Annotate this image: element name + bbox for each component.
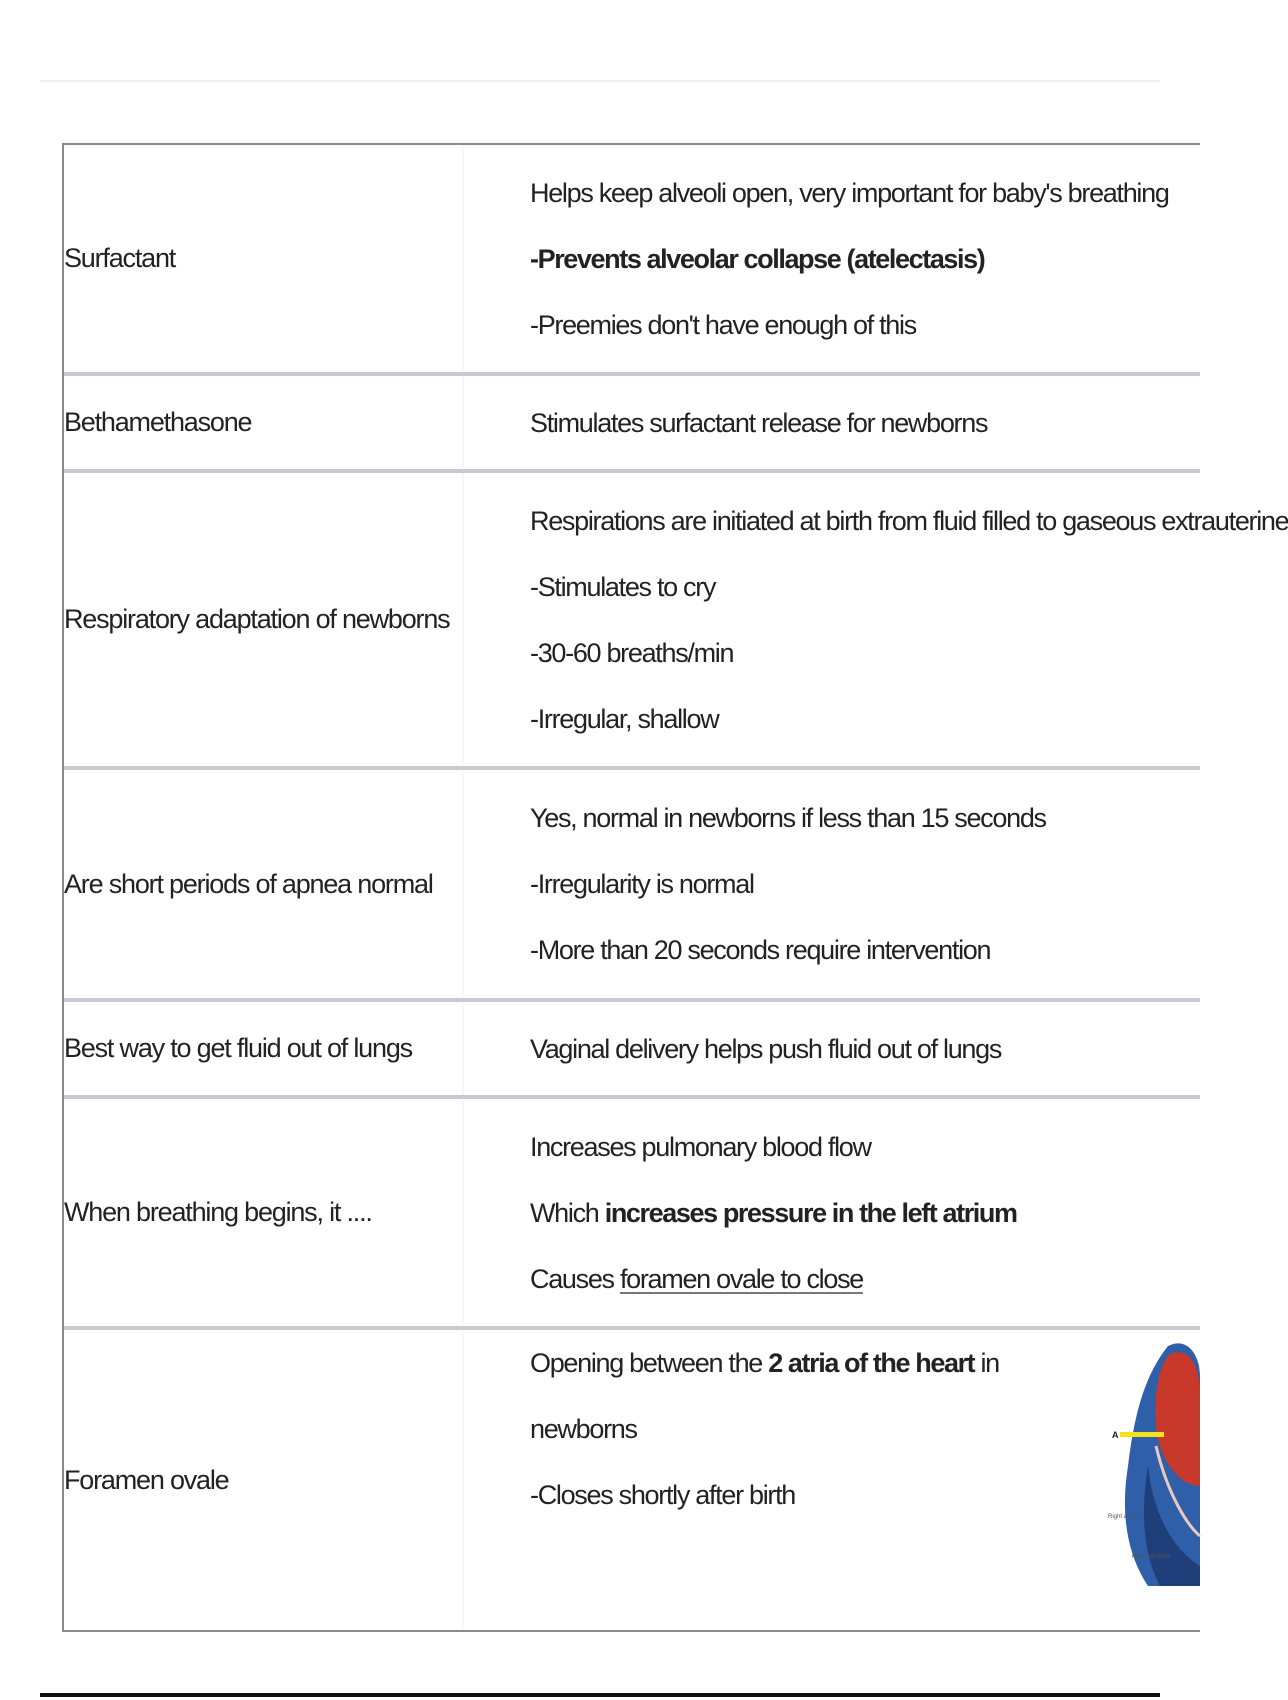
definition-text: Respirations are initiated at birth from fluid filled to gaseous extrauterine <box>530 505 1288 536</box>
definition-text: Yes, normal in newborns if less than 15 seconds <box>530 803 1046 833</box>
definition-text: -Irregular, shallow <box>530 703 719 734</box>
definition-line <box>530 1330 1200 1396</box>
definition-text-bold: increases pressure in the left atrium <box>604 1197 1017 1228</box>
study-table <box>62 143 1288 1632</box>
term-cell: Bethamethasone <box>64 376 464 469</box>
term-cell: Surfactant <box>64 145 464 372</box>
definition-line <box>530 554 1288 620</box>
definition-line <box>530 620 1288 686</box>
definition-line <box>530 917 1200 983</box>
definition-text: -Irregularity is normal <box>530 869 754 899</box>
definition-text: in <box>974 1348 999 1378</box>
table-row <box>64 1099 1200 1330</box>
definition-text: -Stimulates to cry <box>530 571 716 602</box>
bottom-divider <box>40 1693 1160 1697</box>
term-cell: Respiratory adaptation of newborns <box>64 473 464 766</box>
definition-text: Stimulates surfactant release for newborns <box>530 407 988 438</box>
definition-line <box>530 390 1200 456</box>
table-row <box>64 145 1200 376</box>
definition-line <box>530 160 1200 226</box>
definition-text: -30-60 breaths/min <box>530 637 734 668</box>
table-row <box>64 1330 1200 1630</box>
definition-line <box>530 488 1288 554</box>
heart-diagram-image <box>1108 1336 1200 1596</box>
top-divider <box>40 80 1160 82</box>
definition-text: -Preemies don't have enough of this <box>530 309 916 340</box>
term-cell: Are short periods of apnea normal <box>64 770 464 998</box>
definition-line <box>530 292 1200 358</box>
definition-text: Increases pulmonary blood flow <box>530 1131 871 1162</box>
definition-line <box>530 686 1288 752</box>
table-row <box>64 770 1200 1002</box>
definition-line <box>530 226 1200 292</box>
table-row <box>64 1002 1200 1099</box>
figure-label-a: A <box>1112 1430 1119 1440</box>
definition-line <box>530 1396 1200 1462</box>
term-cell: Foramen ovale <box>64 1330 464 1630</box>
definition-text: Causes <box>530 1263 620 1294</box>
figure-label-ventricle: Right ventricle <box>1132 1554 1171 1560</box>
definition-text-underlined: foramen ovale to close <box>619 1263 864 1294</box>
pointer-arrow <box>1120 1432 1164 1437</box>
definition-cell <box>530 1002 1200 1095</box>
figure-label-atrium: Right atrium <box>1108 1514 1141 1520</box>
definition-cell <box>530 145 1200 372</box>
definition-line <box>530 785 1200 851</box>
definition-text: newborns <box>530 1414 637 1444</box>
term-cell: When breathing begins, it .... <box>64 1099 464 1326</box>
definition-cell <box>530 376 1200 469</box>
definition-line <box>530 1114 1200 1180</box>
definition-cell <box>530 473 1288 766</box>
term-cell: Best way to get fluid out of lungs <box>64 1002 464 1095</box>
definition-text: -More than 20 seconds require intervention <box>530 935 991 965</box>
definition-line <box>530 851 1200 917</box>
definition-line <box>530 1016 1200 1082</box>
definition-text: Opening between the <box>530 1348 769 1378</box>
definition-line <box>530 1180 1200 1246</box>
table-row <box>64 473 1288 770</box>
definition-cell <box>530 1330 1200 1630</box>
definition-line <box>530 1462 1200 1528</box>
definition-text-bold: 2 atria of the heart <box>768 1348 975 1378</box>
definition-text-bold: -Prevents alveolar collapse (atelectasis) <box>530 243 985 274</box>
definition-text: -Closes shortly after birth <box>530 1480 795 1510</box>
definition-text: Vaginal delivery helps push fluid out of lungs <box>530 1033 1002 1064</box>
definition-text: Which <box>530 1197 605 1228</box>
definition-line <box>530 1246 1200 1312</box>
table-row <box>64 376 1200 473</box>
definition-cell <box>530 770 1200 998</box>
definition-cell <box>530 1099 1200 1326</box>
definition-text: Helps keep alveoli open, very important for baby's breathing <box>530 177 1169 208</box>
